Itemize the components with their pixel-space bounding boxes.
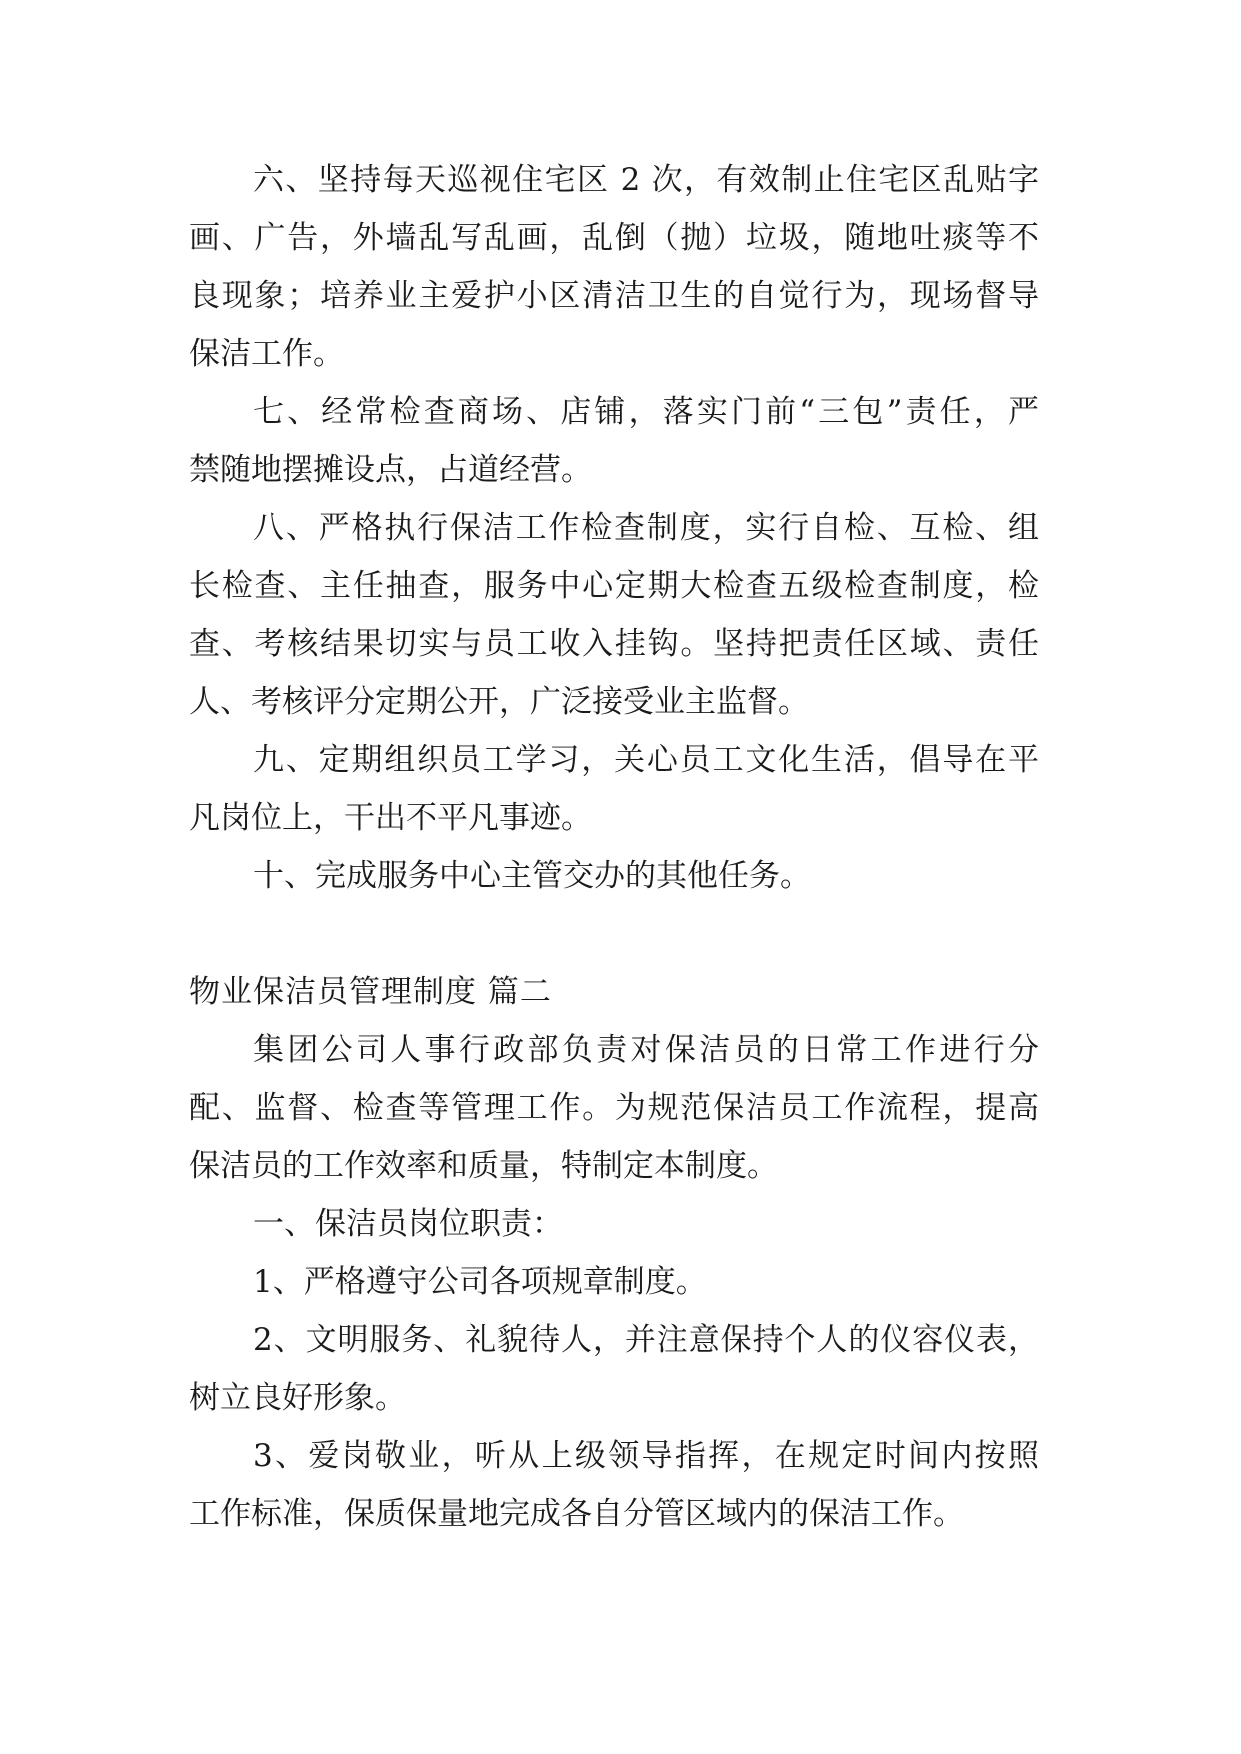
paragraph-8-line-1: 八、严格执行保洁工作检查制度，实行自检、互检、组 <box>253 510 1039 546</box>
duty-3-line-2: 工作标准，保质保量地完成各自分管区域内的保洁工作。 <box>189 1496 964 1532</box>
duty-1-line-1: 1、严格遵守公司各项规章制度。 <box>253 1264 707 1300</box>
section-heading: 物业保洁员管理制度 篇二 <box>189 974 552 1010</box>
paragraph-8-line-4: 人、考核评分定期公开，广泛接受业主监督。 <box>189 684 809 720</box>
paragraph-6-line-1: 六、坚持每天巡视住宅区 2 次，有效制止住宅区乱贴字 <box>253 162 1039 198</box>
paragraph-9-line-1: 九、定期组织员工学习，关心员工文化生活，倡导在平 <box>253 742 1039 778</box>
paragraph-8-line-3: 查、考核结果切实与员工收入挂钩。坚持把责任区域、责任 <box>189 626 1039 662</box>
paragraph-6-line-4: 保洁工作。 <box>189 336 344 372</box>
paragraph-7-line-2: 禁随地摆摊设点，占道经营。 <box>189 452 592 488</box>
duty-2-line-1: 2、文明服务、礼貌待人，并注意保持个人的仪容仪表， <box>253 1322 1039 1358</box>
paragraph-6-line-3: 良现象；培养业主爱护小区清洁卫生的自觉行为，现场督导 <box>189 278 1039 314</box>
paragraph-9-line-2: 凡岗位上，干出不平凡事迹。 <box>189 800 592 836</box>
paragraph-6-line-2: 画、广告，外墙乱写乱画，乱倒（抛）垃圾，随地吐痰等不 <box>189 220 1039 256</box>
intro-line-3: 保洁员的工作效率和质量，特制定本制度。 <box>189 1148 778 1184</box>
duties-heading: 一、保洁员岗位职责： <box>253 1206 563 1242</box>
intro-line-1: 集团公司人事行政部负责对保洁员的日常工作进行分 <box>253 1032 1039 1068</box>
paragraph-8-line-2: 长检查、主任抽查，服务中心定期大检查五级检查制度，检 <box>189 568 1039 604</box>
duty-3-line-1: 3、爱岗敬业，听从上级领导指挥，在规定时间内按照 <box>253 1438 1039 1474</box>
intro-line-2: 配、监督、检查等管理工作。为规范保洁员工作流程，提高 <box>189 1090 1039 1126</box>
paragraph-10-line-1: 十、完成服务中心主管交办的其他任务。 <box>253 858 811 894</box>
paragraph-7-line-1: 七、经常检查商场、店铺，落实门前“三包”责任，严 <box>253 394 1039 430</box>
duty-2-line-2: 树立良好形象。 <box>189 1380 406 1416</box>
